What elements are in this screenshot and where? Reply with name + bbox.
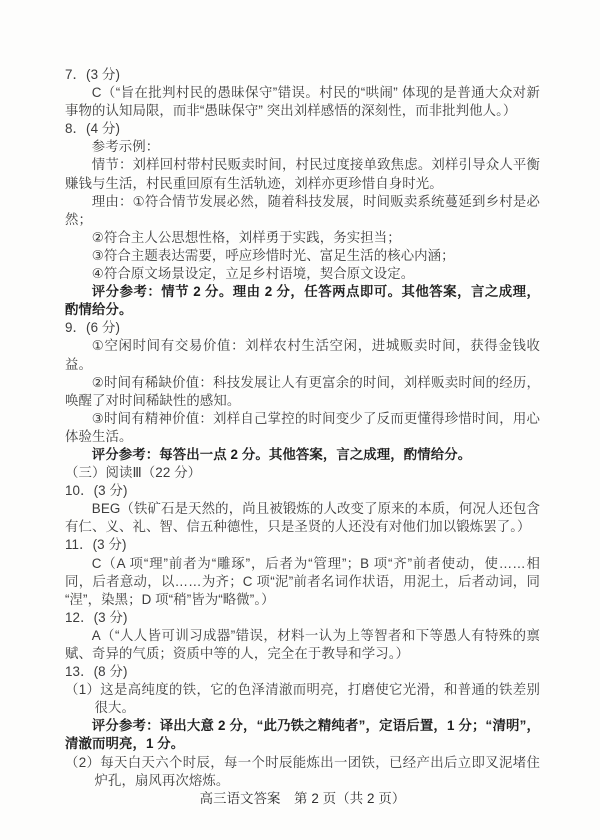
question-8-scoring-note: 评分参考：情节 2 分。理由 2 分，任答两点即可。其他答案，言之成理，酌情给分。	[65, 284, 540, 318]
question-8-reference-label: 参考示例：	[91, 139, 160, 155]
question-8-reason-1: 理由：①符合情节发展必然，随着科技发展，时间贩卖系统蔓延到乡村是必然；	[65, 193, 540, 227]
question-13-part-1-answer: （1）这是高纯度的铁，它的色泽清澈而明亮，打磨使它光滑，和普通的铁差别很大。	[65, 682, 540, 716]
question-8-header: 8．(4 分)	[65, 121, 121, 137]
question-10-answer: BEG（铁矿石是天然的，尚且被锻炼的人改变了原来的本质，何况人还包含有仁、义、礼、智、信五种德性，只是圣贤的人还没有对他们加以锻炼罢了。）	[65, 501, 540, 535]
question-12-answer: A（“人人皆可训习成器”错误，材料一认为上等智者和下等愚人有特殊的禀赋、奇异的气质；资质中等的人，完全在于教导和学习。）	[65, 627, 540, 661]
question-7-answer: C（“旨在批判村民的愚昧保守”错误。村民的“哄闹” 体现的是普通大众对新事物的认知局限，而非“愚昧保守” 突出刘样感悟的深刻性，而非批判他人。）	[65, 85, 540, 119]
question-9-point-2: ②时间有稀缺价值：科技发展让人有更富余的时间，刘样贩卖时间的经历，唤醒了对时间稀缺性的感知。	[65, 374, 540, 408]
question-11-header: 11．(3 分)	[65, 537, 127, 553]
question-11-answer: C（A 项“理”前者为“雕琢”，后者为“管理”；B 项“齐”前者使动，使……相同，后者意动，以……为齐；C 项“泥”前者名词作状语，用泥土，后者动词，同“涅”，染黑；D 项“稍”皆为“略微”。）	[65, 555, 540, 607]
question-7-header: 7．(3 分)	[65, 67, 121, 82]
question-8-reason-2: ②符合主人公思想性格，刘样勇于实践，务实担当；	[91, 229, 401, 245]
question-13-scoring-note: 评分参考：译出大意 2 分，“此乃铁之精纯者”，定语后置，1 分；“清明”，清澈而明亮，1 分。	[65, 718, 540, 752]
question-10-header: 10．(3 分)	[65, 483, 128, 499]
page-footer: 高三语文答案 第 2 页（共 2 页）	[199, 790, 406, 806]
question-8-reason-3: ③符合主题表达需要，呼应珍惜时光、富足生活的核心内涵；	[91, 247, 455, 263]
question-13-part-2-answer: （2）每天白天六个时辰，每一个时辰能炼出一团铁，已经产出后立即叉泥堵住炉孔，扇风再次熔炼。	[65, 754, 540, 788]
question-9-point-3: ③时间有精神价值：刘样自己掌控的时间变少了反而更懂得珍惜时间，用心体验生活。	[65, 410, 540, 444]
question-9-header: 9．(6 分)	[65, 320, 121, 336]
question-8-plot-answer: 情节：刘样回村带村民贩卖时间，村民过度接单致焦虑。刘样引导众人平衡赚钱与生活，村民重回原有生活轨迹，刘样亦更珍惜自身时光。	[65, 157, 540, 191]
section-3-reading-heading: （三）阅读Ⅲ（22 分）	[65, 465, 202, 481]
question-13-header: 13．(8 分)	[65, 664, 128, 680]
question-12-header: 12．(3 分)	[65, 609, 128, 625]
question-9-scoring-note: 评分参考：每答出一点 2 分。其他答案，言之成理，酌情给分。	[91, 446, 472, 462]
question-9-point-1: ①空闲时间有交易价值：刘样农村生活空闲，进城贩卖时间，获得金钱收益。	[65, 338, 540, 372]
question-8-reason-4: ④符合原文场景设定，立足乡村语境，契合原文设定。	[91, 266, 415, 282]
